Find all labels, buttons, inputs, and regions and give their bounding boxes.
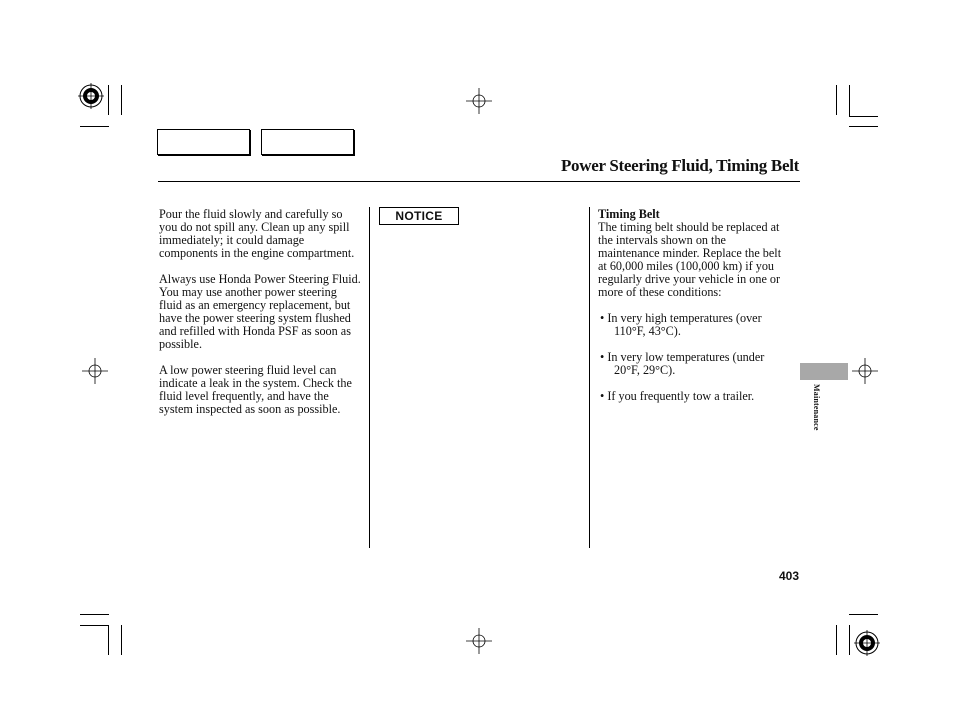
list-item: • In very high temperatures (over 110°F, 43°C). <box>600 311 762 338</box>
right-column <box>598 208 790 416</box>
crosshair-icon <box>466 88 492 114</box>
registration-target-icon <box>854 630 880 656</box>
notice-label: NOTICE <box>379 207 459 225</box>
crosshair-icon <box>466 628 492 654</box>
list-item: • If you frequently tow a trailer. <box>600 389 755 403</box>
left-column <box>159 208 362 429</box>
title-rule <box>158 181 800 182</box>
paragraph: Pour the fluid slowly and carefully so you do not spill any. Clean up any spill immediately; it could damage components in the engine compartment. <box>159 207 355 260</box>
column-divider <box>589 207 590 548</box>
page-title: Power Steering Fluid, Timing Belt <box>560 156 799 175</box>
section-tab-label: Maintenance <box>812 384 821 431</box>
crosshair-icon <box>852 358 878 384</box>
section-tab <box>800 363 848 380</box>
crosshair-icon <box>82 358 108 384</box>
nav-tab-box[interactable] <box>261 129 354 155</box>
page-number: 403 <box>778 569 799 583</box>
nav-tab-box[interactable] <box>157 129 250 155</box>
list-item: • In very low temperatures (under 20°F, 29°C). <box>600 350 765 377</box>
section-heading: Timing Belt <box>598 207 660 221</box>
column-divider <box>369 207 370 548</box>
registration-target-icon <box>78 83 104 109</box>
paragraph: The timing belt should be replaced at the intervals shown on the maintenance minder. Replace the belt at 60,000 miles (100,000 km) if you regularly drive your vehicle in one or more of these conditions: <box>598 220 782 299</box>
paragraph: A low power steering fluid level can indicate a leak in the system. Check the fluid level frequently, and have the system inspected as soon as possible. <box>159 363 352 416</box>
paragraph: Always use Honda Power Steering Fluid. You may use another power steering fluid as an emergency replacement, but have the power steering system flushed and refilled with Honda PSF as soon as possible. <box>159 272 361 351</box>
